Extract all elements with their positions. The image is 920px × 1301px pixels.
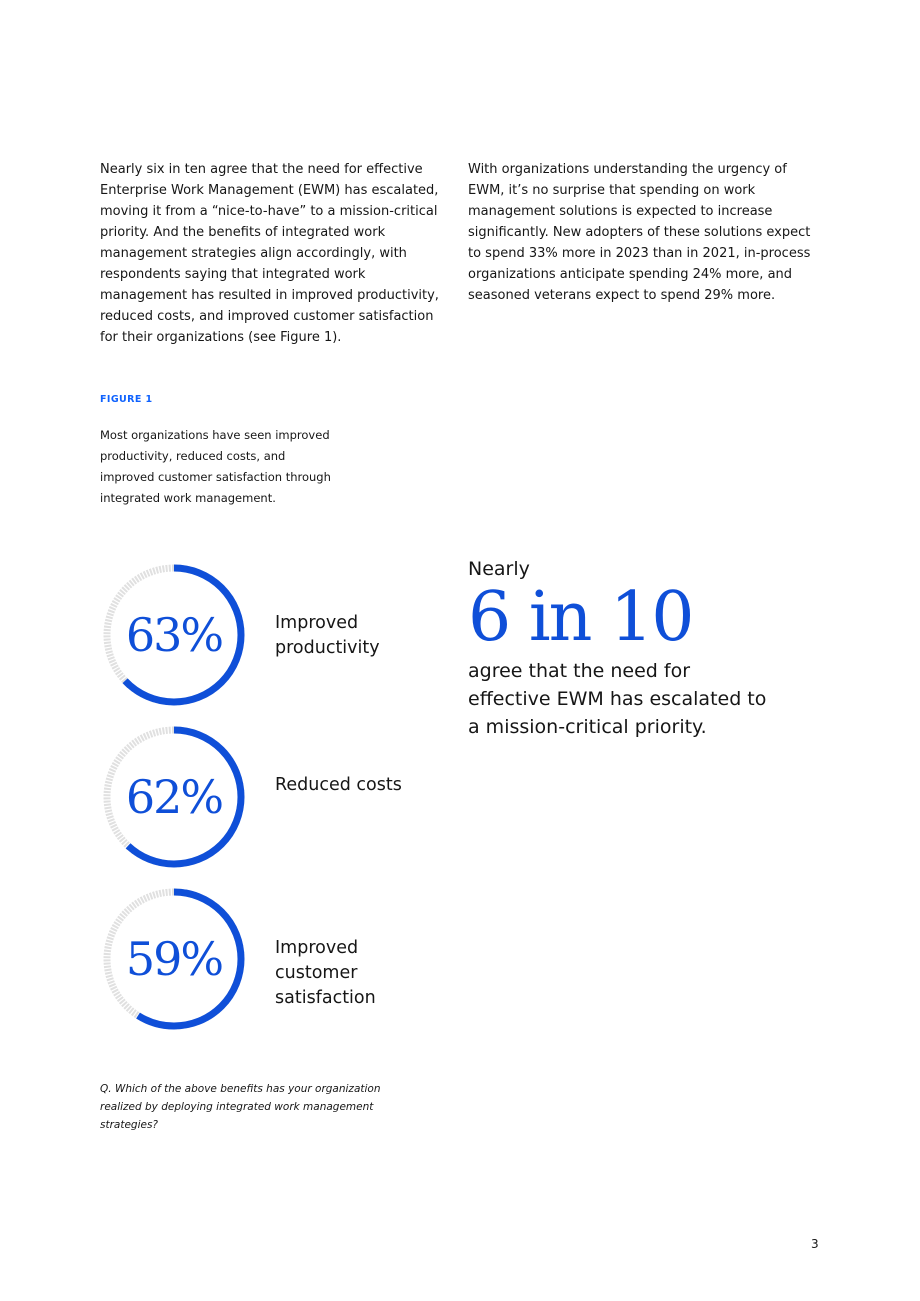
body-paragraph-left: Nearly six in ten agree that the need for effective Enterprise Work Management (EWM) has escalated, moving it from a “nice-to-have” to a mission-critical priority. And the benefits of integrated work management strategies align accordingly, with respondents saying that integrated work management has resulted in improved productivity, reduced costs, and improved customer satisfaction for their organizations (see Figure 1). xyxy=(100,162,439,345)
donut-chart-productivity xyxy=(99,560,249,710)
figure-label: FIGURE 1 xyxy=(100,394,153,405)
donut-label-satisfaction: Improved customer satisfaction xyxy=(275,938,376,1008)
donut-value-satisfaction: 59% xyxy=(125,932,223,986)
donut-label-costs: Reduced costs xyxy=(275,775,402,795)
stat-big-number: 6 in 10 xyxy=(468,578,693,657)
donut-chart-costs xyxy=(99,722,249,872)
survey-question: Q. Which of the above benefits has your organization realized by deploying integrated work management strategies? xyxy=(100,1083,381,1131)
donut-value-costs: 62% xyxy=(125,770,223,824)
figure-caption: Most organizations have seen improved productivity, reduced costs, and improved customer satisfaction through integrated work management. xyxy=(100,428,331,505)
stat-description: agree that the need for effective EWM has escalated to a mission-critical priority. xyxy=(468,660,767,738)
page-number: 3 xyxy=(811,1237,819,1251)
donut-chart-satisfaction xyxy=(99,884,249,1034)
stat-lead-text: Nearly xyxy=(468,558,530,580)
body-paragraph-right: With organizations understanding the urgency of EWM, it’s no surprise that spending on work management solutions is expected to increase significantly. New adopters of these solutions expect to spend 33% more in 2023 than in 2021, in-process organizations anticipate spending 24% more, and seasoned veterans expect to spend 29% more. xyxy=(468,162,811,303)
donut-value-productivity: 63% xyxy=(125,608,223,662)
donut-label-productivity: Improved productivity xyxy=(275,613,380,658)
